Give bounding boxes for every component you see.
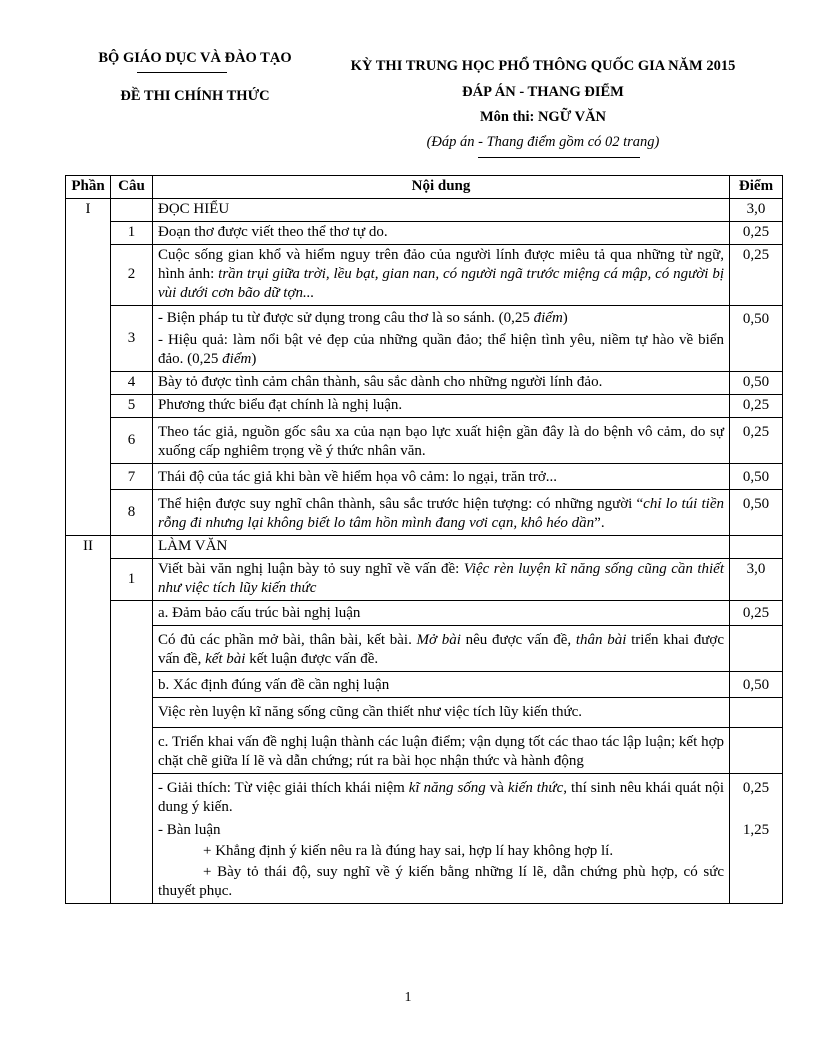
table-row bbox=[66, 199, 783, 222]
answer-text: Phương thức biểu đạt chính là nghị luận. bbox=[153, 395, 730, 418]
pages-note: (Đáp án - Thang điểm gồm có 02 trang) bbox=[426, 134, 660, 150]
answer-text: Thái độ của tác giả khi bàn về hiểm họa vô cảm: lo ngại, trăn trở... bbox=[153, 464, 730, 490]
table-row bbox=[66, 245, 783, 306]
score-cell: 0,25 bbox=[730, 222, 783, 245]
score-cell: 0,25 bbox=[730, 601, 783, 626]
score-cell: 0,50 bbox=[730, 672, 783, 698]
question-number: 3 bbox=[111, 306, 153, 372]
question-number: 4 bbox=[111, 372, 153, 395]
score-cell: 0,25 bbox=[730, 395, 783, 418]
header-right bbox=[328, 56, 758, 152]
criterion-b: b. Xác định đúng vấn đề cần nghị luận bbox=[153, 672, 730, 698]
score-cell: 0,25 1,25 bbox=[730, 774, 783, 904]
table-row bbox=[66, 306, 783, 372]
table-header-row bbox=[66, 176, 783, 199]
header-score: Điểm bbox=[730, 176, 783, 199]
table-row bbox=[66, 372, 783, 395]
question-number: 8 bbox=[111, 490, 153, 536]
table-row bbox=[66, 536, 783, 559]
section-title: ĐỌC HIỂU bbox=[153, 199, 730, 222]
header-part: Phần bbox=[66, 176, 111, 199]
score-cell: 0,50 bbox=[730, 306, 783, 372]
question-number: 1 bbox=[111, 222, 153, 245]
header-left bbox=[64, 48, 326, 106]
score-cell: 0,25 bbox=[730, 245, 783, 306]
part-label: II bbox=[66, 536, 111, 904]
question-number: 6 bbox=[111, 418, 153, 464]
table-row bbox=[66, 464, 783, 490]
score-cell: 3,0 bbox=[730, 199, 783, 222]
essay-title: Viết bài văn nghị luận bày tỏ suy nghĩ về vấn đề: Việc rèn luyện kĩ năng sống cũng cần thiết như việc tích lũy kiến thức bbox=[153, 559, 730, 601]
question-number: 2 bbox=[111, 245, 153, 306]
answer-text: Theo tác giả, nguồn gốc sâu xa của nạn bạo lực xuất hiện gần đây là do bệnh vô cảm, do sự xuống cấp nghiêm trọng về ý thức nhân văn. bbox=[153, 418, 730, 464]
question-number: 7 bbox=[111, 464, 153, 490]
answer-text: Đoạn thơ được viết theo thể thơ tự do. bbox=[153, 222, 730, 245]
table-row bbox=[66, 774, 783, 904]
pages-note-underline bbox=[478, 157, 640, 158]
answer-key-title: ĐÁP ÁN - THANG ĐIỂM bbox=[462, 84, 624, 100]
answer-table bbox=[65, 175, 783, 904]
answer-text: Thể hiện được suy nghĩ chân thành, sâu sắc trước hiện tượng: có những người “chỉ lo túi tiền rỗng đi nhưng lại không biết lo tâm hồn mình đang vơi cạn, khô héo dần”. bbox=[153, 490, 730, 536]
answer-text: - Biện pháp tu từ được sử dụng trong câu thơ là so sánh. (0,25 điểm) - Hiệu quả: làm nổi bật vẻ đẹp của những quần đảo; thể hiện tình yêu, niềm tự hào về biển đảo. (0,25 điểm) bbox=[153, 306, 730, 372]
criterion-c: c. Triển khai vấn đề nghị luận thành các luận điểm; vận dụng tốt các thao tác lập luận; kết hợp chặt chẽ giữa lí lẽ và dẫn chứng; rút ra bài học nhận thức và hành động bbox=[153, 728, 730, 774]
section-title: LÀM VĂN bbox=[153, 536, 730, 559]
criterion-a: a. Đảm bảo cấu trúc bài nghị luận bbox=[153, 601, 730, 626]
table-row bbox=[66, 490, 783, 536]
ministry-name: BỘ GIÁO DỤC VÀ ĐÀO TẠO bbox=[98, 50, 292, 66]
question-number: 5 bbox=[111, 395, 153, 418]
subject-label: Môn thi: NGỮ VĂN bbox=[479, 109, 607, 125]
score-cell: 0,50 bbox=[730, 490, 783, 536]
answer-text: Bày tỏ được tình cảm chân thành, sâu sắc dành cho những người lính đảo. bbox=[153, 372, 730, 395]
criterion-b-desc: Việc rèn luyện kĩ năng sống cũng cần thiết như việc tích lũy kiến thức. bbox=[153, 698, 730, 728]
criterion-c-detail: - Giải thích: Từ việc giải thích khái niệm kĩ năng sống và kiến thức, thí sinh nêu khái quát nội dung ý kiến. - Bàn luận + Khẳng định ý kiến nêu ra là đúng hay sai, hợp lí hay không hợp lí. + Bày tỏ thái độ, suy nghĩ về ý kiến bằng những lí lẽ, dẫn chứng phù hợp, có sức thuyết phục. bbox=[153, 774, 730, 904]
criterion-a-desc: Có đủ các phần mở bài, thân bài, kết bài. Mở bài nêu được vấn đề, thân bài triển khai được vấn đề, kết bài kết luận được vấn đề. bbox=[153, 626, 730, 672]
answer-text: Cuộc sống gian khổ và hiểm nguy trên đảo của người lính được miêu tả qua những từ ngữ, hình ảnh: trần trụi giữa trời, lều bạt, gian nan, có người ngã trước miệng cá mập, có người bị vùi dưới cơn bão dữ tợn... bbox=[153, 245, 730, 306]
part-label: I bbox=[66, 199, 111, 536]
header-content: Nội dung bbox=[153, 176, 730, 199]
score-cell: 0,50 bbox=[730, 464, 783, 490]
ministry-underline bbox=[137, 72, 227, 73]
table-row bbox=[66, 728, 783, 774]
table-row bbox=[66, 626, 783, 672]
score-cell: 0,25 bbox=[730, 418, 783, 464]
official-exam-label: ĐỀ THI CHÍNH THỨC bbox=[120, 88, 270, 104]
exam-title: KỲ THI TRUNG HỌC PHỔ THÔNG QUỐC GIA NĂM 2015 bbox=[350, 58, 736, 74]
table-row bbox=[66, 672, 783, 698]
table-row bbox=[66, 559, 783, 601]
table-row bbox=[66, 222, 783, 245]
table-row bbox=[66, 601, 783, 626]
score-cell: 0,50 bbox=[730, 372, 783, 395]
table-row bbox=[66, 418, 783, 464]
table-row bbox=[66, 698, 783, 728]
score-cell: 3,0 bbox=[730, 559, 783, 601]
table-row bbox=[66, 395, 783, 418]
page-number: 1 bbox=[404, 990, 412, 1005]
header-question: Câu bbox=[111, 176, 153, 199]
question-number: 1 bbox=[111, 559, 153, 601]
